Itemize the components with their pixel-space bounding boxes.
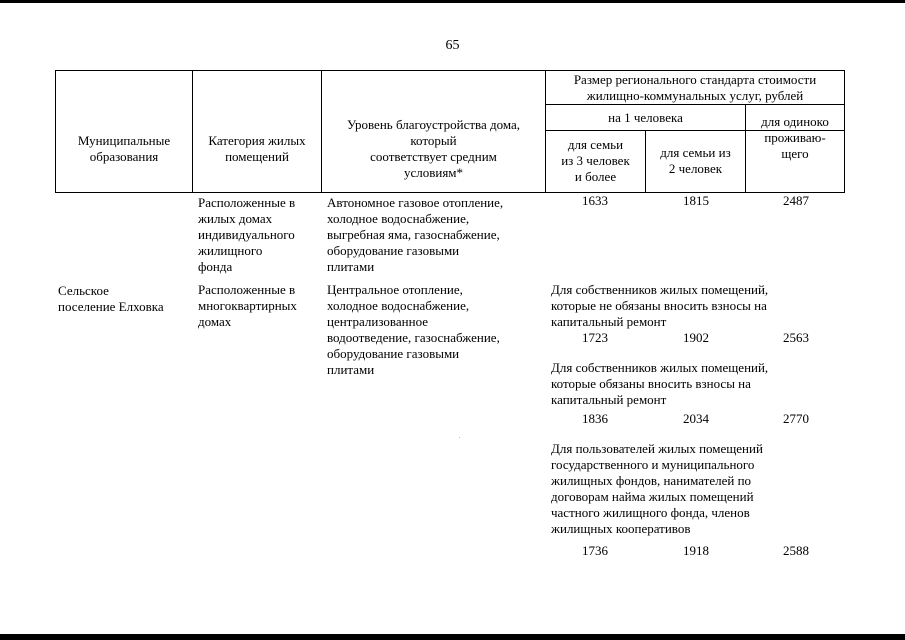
scan-speck	[459, 437, 460, 438]
page-top-border	[0, 0, 905, 3]
group1-value-single: 2563	[783, 330, 809, 345]
group3-value-single: 2588	[783, 543, 809, 558]
group1-value-family3: 1723	[582, 330, 608, 345]
page-number: 65	[445, 38, 460, 53]
municipality-name: Сельское поселение Елховка	[58, 283, 164, 314]
group2-caption: Для собственников жилых помещений, которые обязаны вносить взносы на капитальный ремонт	[551, 360, 769, 407]
row1-comfort-level: Автономное газовое отопление, холодное водоснабжение, выгребная яма, газоснабжение, оборудование газовыми плитами	[327, 195, 504, 274]
group1-caption: Для собственников жилых помещений, которые не обязаны вносить взносы на капитальный ремонт	[551, 282, 769, 329]
header-comfort-level: Уровень благоустройства дома, который соответствует средним условиям*	[346, 117, 521, 180]
row2-comfort-level: Центральное отопление, холодное водоснабжение, централизованное водоотведение, газоснабжение, оборудование газовыми плитами	[327, 282, 500, 377]
group3-caption: Для пользователей жилых помещений государственного и муниципального жилищных фондов, нанимателей по договорам найма жилых помещений частного жилищного фонда, членов жилищных кооперативов	[551, 441, 763, 536]
header-bottom-rule	[55, 192, 845, 193]
header-rule-standard	[545, 104, 845, 105]
group2-value-single: 2770	[783, 411, 809, 426]
header-category: Категория жилых помещений	[208, 133, 306, 164]
group3-value-family2: 1918	[683, 543, 709, 558]
row2-category: Расположенные в многоквартирных домах	[198, 282, 297, 329]
header-family-2: для семьи из 2 человек	[660, 145, 731, 176]
group1-value-family2: 1902	[683, 330, 709, 345]
header-col-line	[192, 70, 193, 193]
header-col-line	[55, 70, 56, 193]
group3-value-family3: 1736	[582, 543, 608, 558]
table-top-rule	[55, 70, 845, 71]
header-col-line	[844, 70, 845, 193]
row1-category: Расположенные в жилых домах индивидуального жилищного фонда	[198, 195, 296, 274]
header-single: для одиноко проживаю- щего	[761, 114, 829, 161]
row1-value-family2: 1815	[683, 193, 709, 208]
row1-value-family3: 1633	[582, 193, 608, 208]
group2-value-family2: 2034	[683, 411, 709, 426]
header-municipal: Муниципальные образования	[77, 133, 171, 164]
group2-value-family3: 1836	[582, 411, 608, 426]
header-family-3: для семьи из 3 человек и более	[561, 137, 630, 184]
row1-value-single: 2487	[783, 193, 809, 208]
header-per-person: на 1 человека	[608, 110, 683, 125]
page-bottom-border	[0, 634, 905, 640]
header-standard-size: Размер регионального стандарта стоимости жилищно-коммунальных услуг, рублей	[573, 72, 817, 103]
